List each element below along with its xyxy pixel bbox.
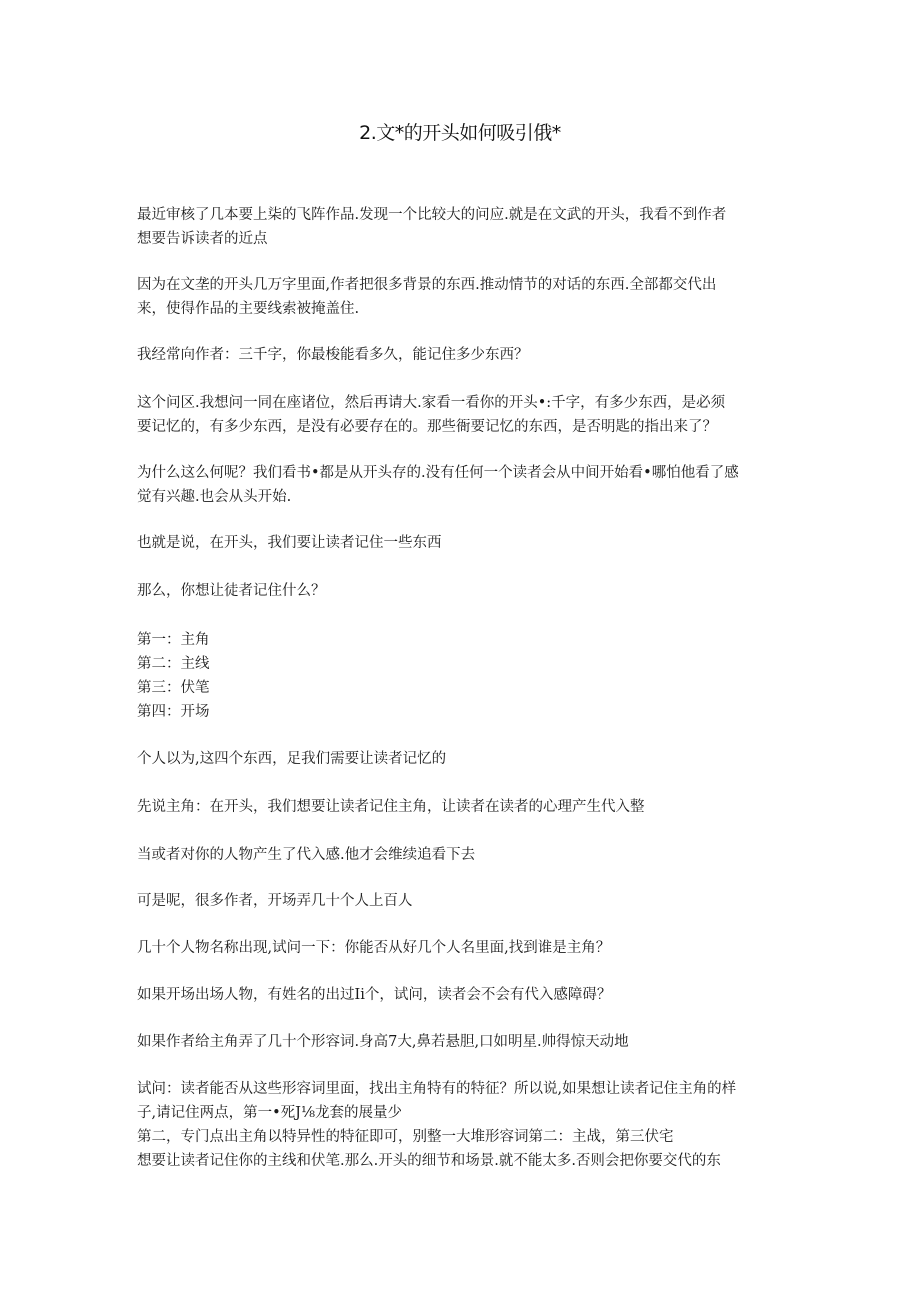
text-line: 要记忆的，有多少东西，是没有必要存在的。那些衙要记忆的东西，是否明匙的指出来了？ (137, 419, 717, 435)
paragraph-6 (137, 531, 787, 555)
text-line: 那么，你想让徒者记住什么？ (137, 583, 326, 599)
paragraph-10 (137, 795, 787, 819)
paragraph-4 (137, 391, 787, 439)
list-item: 第四：开场 (137, 704, 210, 720)
text-line: 也就是说，在开头，我们要让读者记住一些东西 (137, 535, 442, 551)
text-line: 想要让读者记住你的主线和伏笔.那么.开头的细节和场景.就不能太多.否则会把你要交代的东 (137, 1153, 721, 1169)
paragraph-13 (137, 936, 787, 960)
text-line: 为什么这么何呢？我们看书•都是从开头存的.没有任何一个读者会从中间开始看•哪怕他看了感 (137, 465, 739, 481)
list-item: 第三：伏笔 (137, 680, 210, 696)
paragraph-15 (137, 1030, 787, 1054)
text-line: 当或者对你的人物产生了代入感.他才会维续追看下去 (137, 847, 476, 863)
text-line: 先说主角：在开头，我们想要让读者记住主角，让读者在读者的心理产生代入整 (137, 799, 645, 815)
paragraph-2 (137, 273, 787, 321)
text-line: 试问：读者能否从这些形容词里面，找出主角特有的特征？所以说,如果想让读者记住主角的样 (137, 1081, 737, 1097)
paragraph-1 (137, 203, 787, 251)
paragraph-list (137, 628, 787, 724)
paragraph-9 (137, 747, 787, 771)
text-line: 来，使得作品的主要线索被掩盖住. (137, 301, 360, 317)
text-line: 最近审核了几本要上柒的飞阵作品.发现一个比较大的问应.就是在文武的开头，我看不到作者 (137, 207, 727, 223)
paragraph-3 (137, 343, 787, 367)
paragraph-14 (137, 983, 787, 1007)
text-line: 我经常向作者：三千字，你最梭能看多久，能记住多少东西？ (137, 347, 529, 363)
paragraph-7 (137, 579, 787, 603)
list-item: 第一：主角 (137, 632, 210, 648)
text-line: 因为在文垄的开头几万字里面,作者把很多背景的东西.推动情节的对话的东西.全部都交代出 (137, 277, 717, 293)
document-title: 2.文*的开头如何吸引俄* (359, 122, 561, 144)
text-line: 觉有兴趣.也会从头开始. (137, 489, 292, 505)
text-line: 个人以为,这四个东西，足我们需要让读者记忆的 (137, 751, 447, 767)
text-line: 子,请记住两点，第一•死J⅛龙套的展量少 (137, 1105, 403, 1121)
paragraph-11 (137, 843, 787, 867)
paragraph-12 (137, 889, 787, 913)
text-line: 几十个人物名称出现,试问一下：你能否从好几个人名里面,找到谁是主角？ (137, 940, 611, 956)
text-line: 可是呢，很多作者，开场弄几十个人上百人 (137, 893, 413, 909)
text-line: 如果开场出场人物，有姓名的出过Ii个，试问，读者会不会有代入感障碍？ (137, 987, 612, 1003)
paragraph-5 (137, 461, 787, 509)
text-line: 第二，专门点出主角以特异性的特征即可，别整一大堆形容词第二：主战，第三伏宅 (137, 1129, 674, 1145)
paragraph-16 (137, 1077, 787, 1173)
list-item: 第二：主线 (137, 656, 210, 672)
text-line: 如果作者给主角弄了几十个形容词.身高7大,鼻若悬胆,口如明星.帅得惊天动地 (137, 1034, 629, 1050)
text-line: 想要告诉读者的近点 (137, 231, 268, 247)
text-line: 这个问区.我想问一同在座诸位，然后再请大.家看一看你的开头•:千字，有多少东西，是必须 (137, 395, 726, 411)
